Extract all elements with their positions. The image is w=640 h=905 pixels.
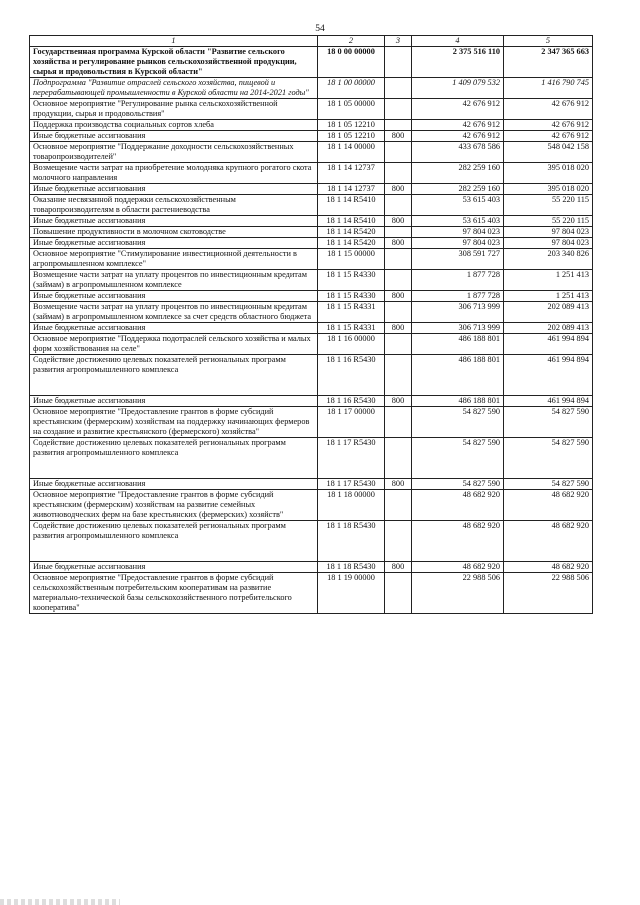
row-vr-cell: 800 [385,396,412,407]
row-name-cell: Возмещение части затрат на уплату процентов по инвестиционным кредитам (займам) в агропромышленном комплексе [30,270,318,291]
row-name-cell: Содействие достижению целевых показателей региональных программ развития агропромышленного комплекса [30,438,318,479]
row-amount-year1-cell: 48 682 920 [412,521,504,562]
row-amount-year2-cell: 202 089 413 [504,302,593,323]
row-amount-year1-cell: 54 827 590 [412,407,504,438]
row-amount-year2-cell: 22 988 506 [504,573,593,614]
row-amount-year2-cell: 55 220 115 [504,216,593,227]
row-name-cell: Основное мероприятие "Предоставление грантов в форме субсидий сельскохозяйственным потребительским кооперативам на развитие материально-технической базы сельскохозяйственного потребительского кооператива" [30,573,318,614]
row-name-cell: Иные бюджетные ассигнования [30,238,318,249]
table-row [30,562,593,573]
table-row [30,407,593,438]
row-amount-year2-cell: 548 042 158 [504,142,593,163]
row-amount-year2-cell: 48 682 920 [504,521,593,562]
row-code-cell: 18 1 14 12737 [318,184,385,195]
row-name-cell: Поддержка производства социальных сортов хлеба [30,120,318,131]
row-code-cell: 18 1 14 R5410 [318,216,385,227]
table-row [30,270,593,291]
row-code-cell: 18 1 16 00000 [318,334,385,355]
row-name-cell: Основное мероприятие "Поддержание доходности сельскохозяйственных товаропроизводителей" [30,142,318,163]
row-vr-cell: 800 [385,216,412,227]
row-code-cell: 18 0 00 00000 [318,47,385,78]
row-vr-cell: 800 [385,184,412,195]
table-row [30,438,593,479]
table-row [30,216,593,227]
row-name-cell: Иные бюджетные ассигнования [30,291,318,302]
row-amount-year1-cell: 53 615 403 [412,195,504,216]
row-amount-year2-cell: 42 676 912 [504,99,593,120]
row-vr-cell [385,407,412,438]
row-code-cell: 18 1 15 00000 [318,249,385,270]
table-row [30,47,593,78]
row-amount-year1-cell: 97 804 023 [412,238,504,249]
row-name-cell: Основное мероприятие "Предоставление грантов в форме субсидий крестьянским (фермерским) хозяйствам на развитие семейных животноводческих ферм на базе крестьянских (фермерских) хозяйств" [30,490,318,521]
row-vr-cell [385,573,412,614]
row-vr-cell [385,438,412,479]
row-amount-year1-cell: 42 676 912 [412,131,504,142]
table-row [30,479,593,490]
table-row [30,227,593,238]
row-amount-year2-cell: 48 682 920 [504,562,593,573]
row-name-cell: Основное мероприятие "Предоставление грантов в форме субсидий крестьянским (фермерским) хозяйствам на поддержку начинающих фермеров на создание и развитие крестьянского (фермерского) хозяйства" [30,407,318,438]
row-amount-year2-cell: 42 676 912 [504,131,593,142]
row-vr-cell: 800 [385,562,412,573]
table-row [30,355,593,396]
row-amount-year2-cell: 97 804 023 [504,238,593,249]
row-code-cell: 18 1 19 00000 [318,573,385,614]
row-name-cell: Возмещение части затрат на уплату процентов по инвестиционным кредитам (займам) в агропромышленном комплексе за счет средств областного бюджета [30,302,318,323]
row-code-cell: 18 1 15 R4330 [318,270,385,291]
row-amount-year1-cell: 1 877 728 [412,291,504,302]
table-row [30,131,593,142]
row-code-cell: 18 1 18 R5430 [318,521,385,562]
row-amount-year2-cell: 1 251 413 [504,270,593,291]
row-code-cell: 18 1 05 12210 [318,120,385,131]
row-vr-cell [385,302,412,323]
row-name-cell: Основное мероприятие "Стимулирование инвестиционной деятельности в агропромышленном комплексе" [30,249,318,270]
row-amount-year1-cell: 282 259 160 [412,184,504,195]
table-row [30,142,593,163]
table-row [30,163,593,184]
table-row [30,334,593,355]
row-name-cell: Иные бюджетные ассигнования [30,562,318,573]
row-name-cell: Содействие достижению целевых показателей региональных программ развития агропромышленного комплекса [30,355,318,396]
row-amount-year1-cell: 42 676 912 [412,120,504,131]
row-amount-year1-cell: 1 877 728 [412,270,504,291]
table-row [30,396,593,407]
row-vr-cell [385,227,412,238]
row-code-cell: 18 1 18 00000 [318,490,385,521]
row-amount-year1-cell: 486 188 801 [412,334,504,355]
table-row [30,99,593,120]
row-vr-cell [385,142,412,163]
row-amount-year2-cell: 48 682 920 [504,490,593,521]
row-name-cell: Иные бюджетные ассигнования [30,323,318,334]
row-vr-cell [385,120,412,131]
table-row [30,323,593,334]
table-row [30,195,593,216]
row-amount-year2-cell: 203 340 826 [504,249,593,270]
row-name-cell: Подпрограмма "Развитие отраслей сельского хозяйства, пищевой и перерабатывающей промышленности в Курской области на 2014-2021 годы" [30,78,318,99]
row-vr-cell [385,99,412,120]
row-code-cell: 18 1 15 R4330 [318,291,385,302]
row-code-cell: 18 1 15 R4331 [318,323,385,334]
row-amount-year2-cell: 54 827 590 [504,407,593,438]
row-amount-year1-cell: 42 676 912 [412,99,504,120]
row-vr-cell [385,355,412,396]
row-vr-cell [385,490,412,521]
row-amount-year2-cell: 1 251 413 [504,291,593,302]
row-code-cell: 18 1 18 R5430 [318,562,385,573]
row-code-cell: 18 1 15 R4331 [318,302,385,323]
row-amount-year1-cell: 308 591 727 [412,249,504,270]
table-row [30,78,593,99]
row-code-cell: 18 1 14 00000 [318,142,385,163]
row-amount-year1-cell: 48 682 920 [412,490,504,521]
table-row [30,291,593,302]
row-code-cell: 18 1 16 R5430 [318,396,385,407]
row-name-cell: Основное мероприятие "Поддержка подотраслей сельского хозяйства и малых форм хозяйствования на селе" [30,334,318,355]
column-number: 4 [412,36,504,47]
table-row [30,302,593,323]
row-amount-year2-cell: 42 676 912 [504,120,593,131]
row-name-cell: Повышение продуктивности в молочном скотоводстве [30,227,318,238]
table-row [30,249,593,270]
row-amount-year1-cell: 486 188 801 [412,355,504,396]
row-vr-cell [385,78,412,99]
row-name-cell: Основное мероприятие "Регулирование рынка сельскохозяйственной продукции, сырья и продовольствия" [30,99,318,120]
row-code-cell: 18 1 16 R5430 [318,355,385,396]
budget-table [29,35,593,614]
page-number: 54 [315,24,325,34]
table-row [30,490,593,521]
row-amount-year2-cell: 461 994 894 [504,334,593,355]
row-name-cell: Иные бюджетные ассигнования [30,479,318,490]
table-row [30,184,593,195]
row-amount-year1-cell: 54 827 590 [412,438,504,479]
row-vr-cell: 800 [385,291,412,302]
table-row [30,521,593,562]
row-code-cell: 18 1 14 12737 [318,163,385,184]
row-amount-year2-cell: 202 089 413 [504,323,593,334]
row-amount-year1-cell: 433 678 586 [412,142,504,163]
row-vr-cell [385,270,412,291]
row-amount-year2-cell: 395 018 020 [504,163,593,184]
row-amount-year1-cell: 54 827 590 [412,479,504,490]
row-amount-year2-cell: 461 994 894 [504,355,593,396]
row-name-cell: Иные бюджетные ассигнования [30,216,318,227]
row-amount-year1-cell: 22 988 506 [412,573,504,614]
row-amount-year1-cell: 2 375 516 110 [412,47,504,78]
row-amount-year2-cell: 395 018 020 [504,184,593,195]
row-name-cell: Иные бюджетные ассигнования [30,131,318,142]
column-number: 2 [318,36,385,47]
row-amount-year2-cell: 54 827 590 [504,438,593,479]
row-name-cell: Иные бюджетные ассигнования [30,396,318,407]
row-amount-year1-cell: 97 804 023 [412,227,504,238]
row-code-cell: 18 1 14 R5420 [318,227,385,238]
row-vr-cell: 800 [385,479,412,490]
column-number: 5 [504,36,593,47]
row-amount-year2-cell: 461 994 894 [504,396,593,407]
row-name-cell: Иные бюджетные ассигнования [30,184,318,195]
row-code-cell: 18 1 14 R5420 [318,238,385,249]
row-name-cell: Государственная программа Курской области "Развитие сельского хозяйства и регулирование рынков сельскохозяйственной продукции, сырья и продовольствия в Курской области" [30,47,318,78]
row-amount-year2-cell: 55 220 115 [504,195,593,216]
row-vr-cell: 800 [385,238,412,249]
row-code-cell: 18 1 17 00000 [318,407,385,438]
row-amount-year2-cell: 54 827 590 [504,479,593,490]
table-row [30,238,593,249]
table-row [30,573,593,614]
scan-artifact [0,899,120,905]
row-code-cell: 18 1 05 12210 [318,131,385,142]
row-name-cell: Оказание несвязанной поддержки сельскохозяйственным товаропроизводителям в области растениеводства [30,195,318,216]
row-amount-year2-cell: 2 347 365 663 [504,47,593,78]
row-vr-cell: 800 [385,131,412,142]
column-number-row [30,36,593,47]
row-code-cell: 18 1 14 R5410 [318,195,385,216]
row-vr-cell [385,249,412,270]
row-vr-cell [385,521,412,562]
row-name-cell: Возмещение части затрат на приобретение молодняка крупного рогатого скота молочного направления [30,163,318,184]
row-amount-year1-cell: 486 188 801 [412,396,504,407]
row-amount-year2-cell: 97 804 023 [504,227,593,238]
table-row [30,120,593,131]
row-code-cell: 18 1 17 R5430 [318,479,385,490]
column-number: 3 [385,36,412,47]
row-vr-cell [385,334,412,355]
row-amount-year2-cell: 1 416 790 745 [504,78,593,99]
row-name-cell: Содействие достижению целевых показателей региональных программ развития агропромышленного комплекса [30,521,318,562]
row-amount-year1-cell: 306 713 999 [412,302,504,323]
row-amount-year1-cell: 306 713 999 [412,323,504,334]
row-vr-cell [385,163,412,184]
row-code-cell: 18 1 05 00000 [318,99,385,120]
row-vr-cell: 800 [385,323,412,334]
row-vr-cell [385,47,412,78]
row-amount-year1-cell: 1 409 079 532 [412,78,504,99]
row-amount-year1-cell: 53 615 403 [412,216,504,227]
row-vr-cell [385,195,412,216]
row-code-cell: 18 1 17 R5430 [318,438,385,479]
row-amount-year1-cell: 282 259 160 [412,163,504,184]
column-number: 1 [30,36,318,47]
row-code-cell: 18 1 00 00000 [318,78,385,99]
row-amount-year1-cell: 48 682 920 [412,562,504,573]
